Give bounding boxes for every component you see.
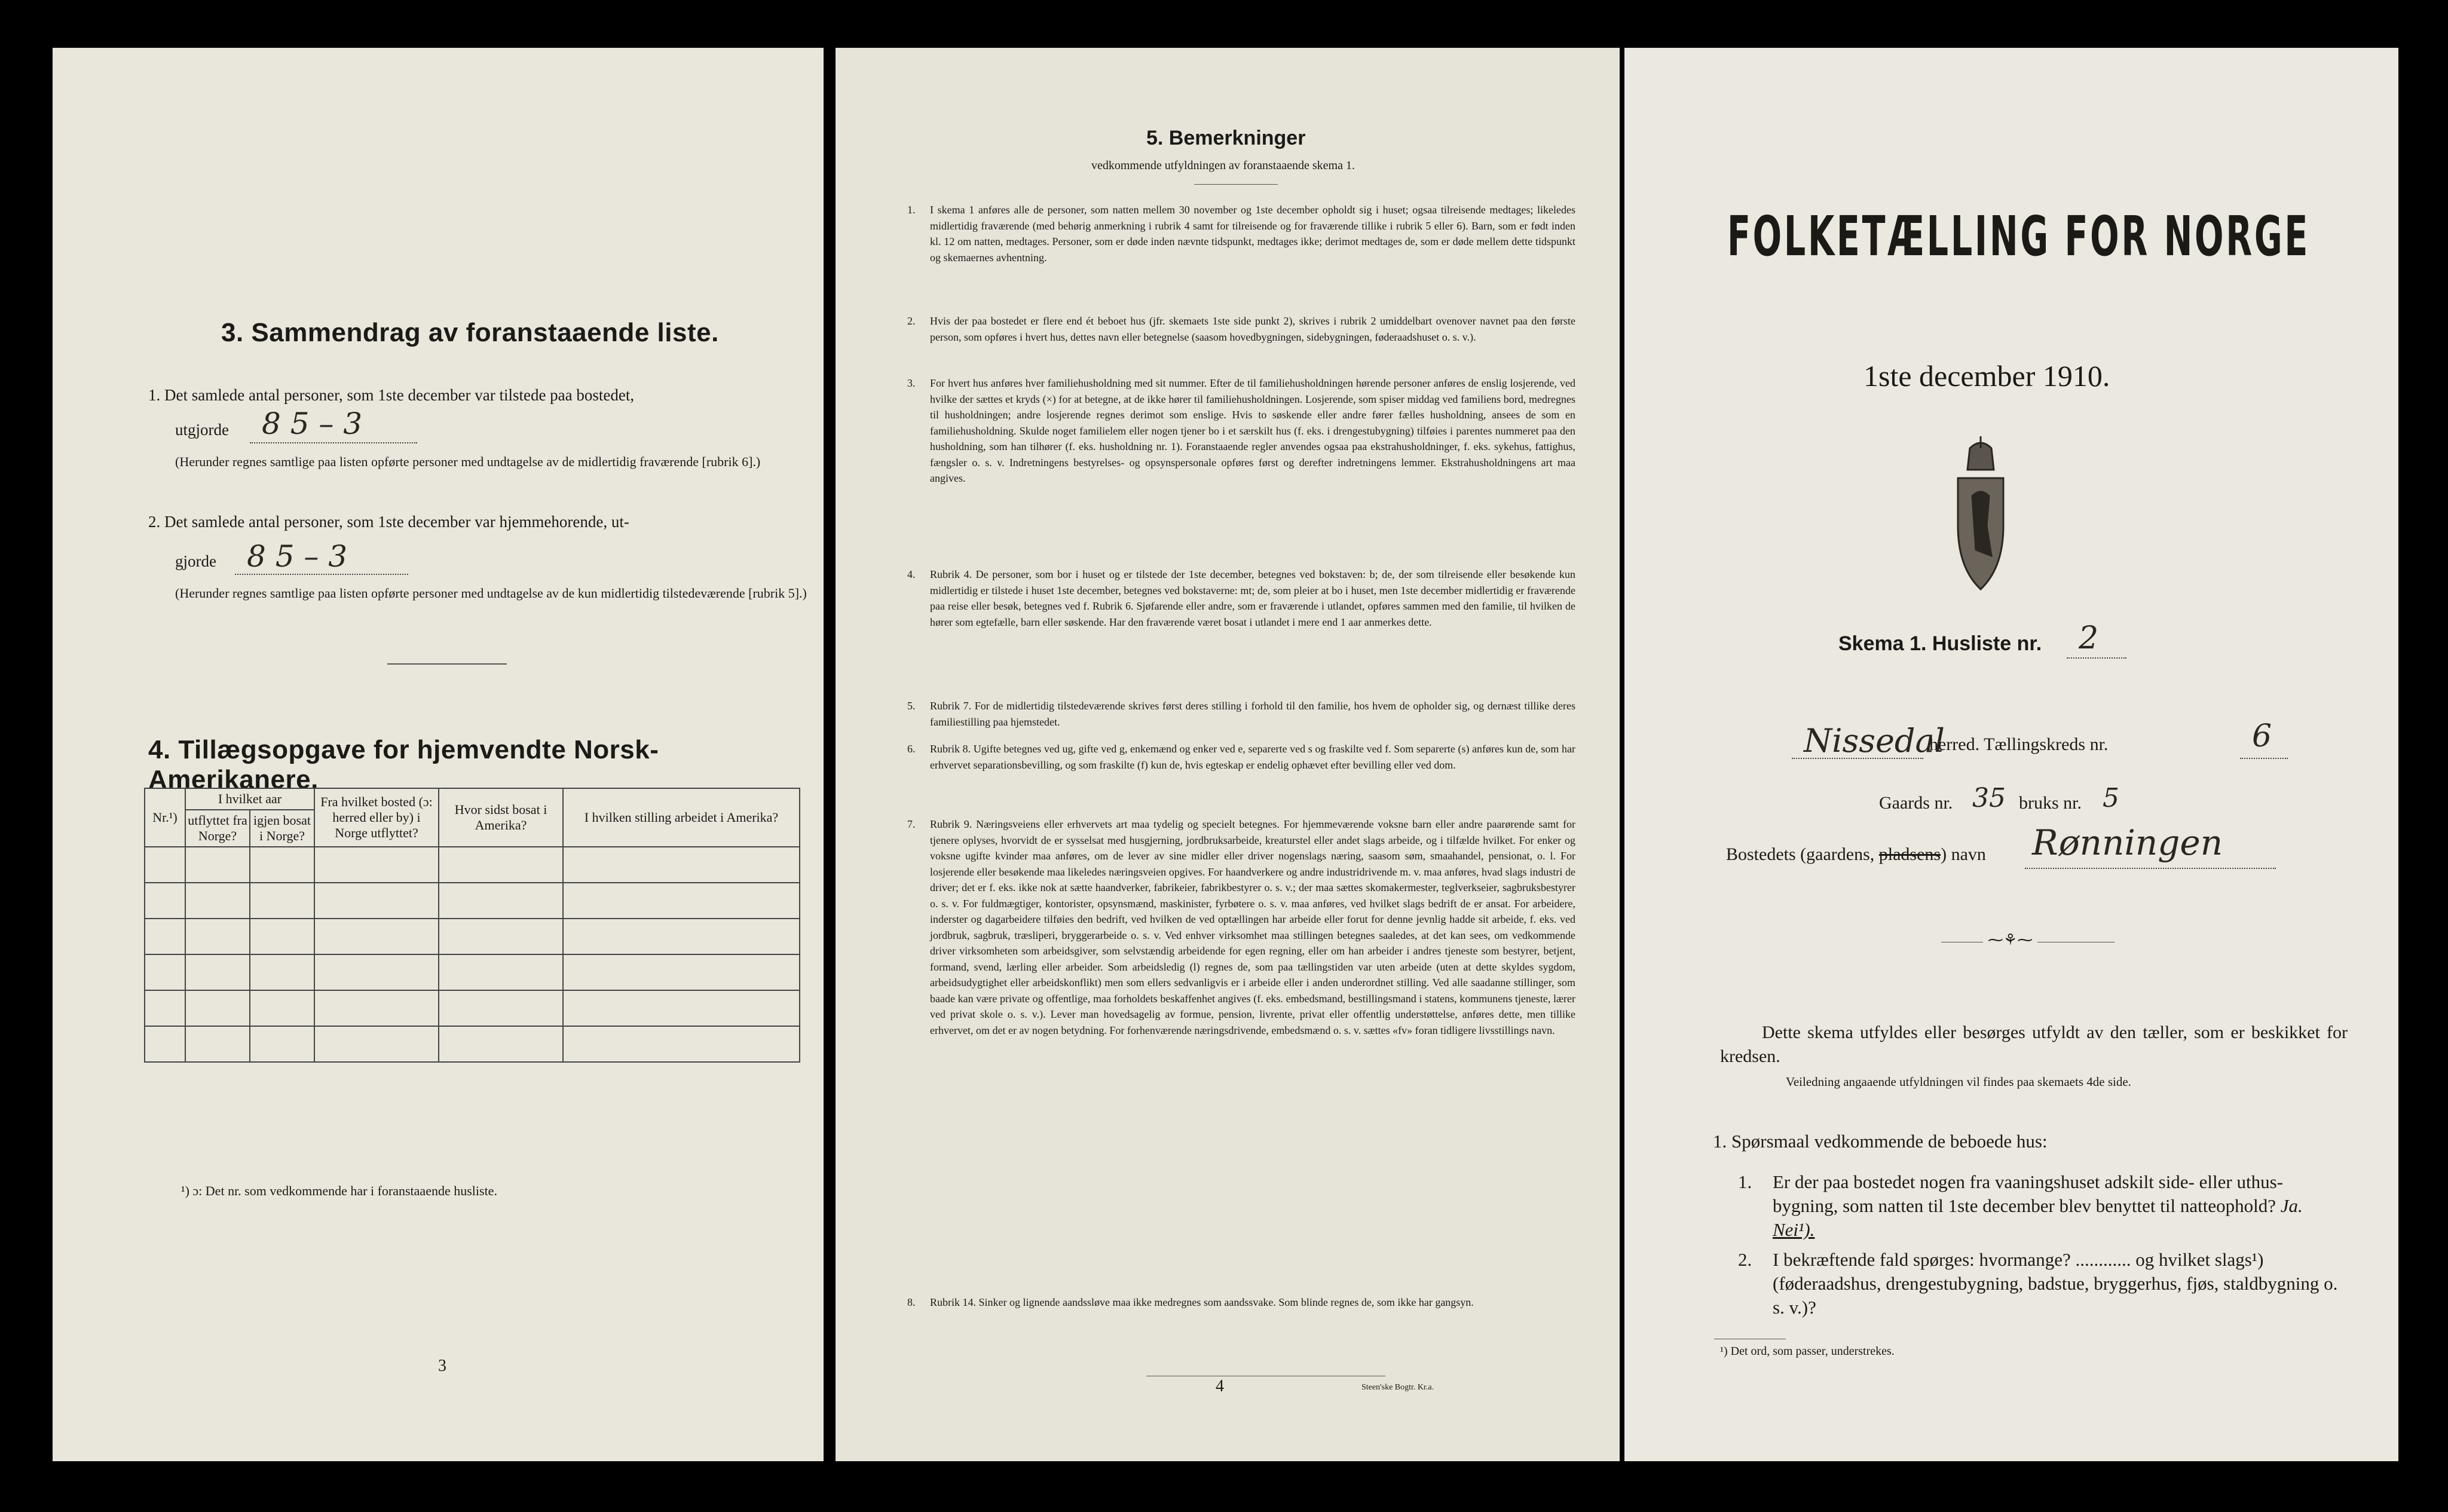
section3-item2-note: (Herunder regnes samtlige paa listen opførte personer med undtagelse av de kun midlertidig tilstedeværende [rubrik 5].) (175, 586, 807, 601)
middle-page (836, 48, 1620, 1461)
herred-label: herred. Tællingskreds nr. (1929, 734, 2109, 754)
col-nr: Nr.¹) (145, 788, 185, 847)
bosted-struck: pladsens (1878, 844, 1941, 864)
gaards-value: 35 (1972, 783, 2006, 813)
table-row (145, 990, 800, 1026)
section3-item1-label: utgjorde (175, 421, 229, 439)
remarks-title: 5. Bemerkninger (1146, 127, 1306, 149)
section3-item1: 1. Det samlede antal personer, som 1ste december var tilstede paa bostedet, (148, 386, 635, 404)
right-page (1624, 48, 2398, 1461)
remark-item-7: 7. Rubrik 9. Næringsveiens eller erhvervets art maa tydelig og specielt betegnes. For hjemmeværende voksne barn eller andre paarørende samt for tjenere oplyses, hvorvidt de er sysselsat med husgjerning, jordbruksarbeide, kreaturstel eller andet slags arbeide, og i tilfælde hvilket. For enker og voksne ugifte kvinder maa anføres, om de lever av sine midler eller driver nogenslags næring, saasom søm, smaahandel, pensionat, o. l. For losjerende eller besøkende maa likeledes næringsveien opgives. For haandverkere og andre industridrivende m. v. maa anføres, hvad slags industri de driver; det er f. eks. ikke nok at sætte haandverker, fabrikeier, fabrikbestyrer o. s. v.; der maa sættes skomakermester, teglverkseier, sagbruksbestyrer o. s. v. For fuldmægtiger, kontorister, opsynsmænd, maskinister, fyrbøtere o. s. v. maa anføres, ved hvilket slags bedrift de er ansat. For arbeidere, inderster og dagarbeidere tilføies den bedrift, ved hvilken de ved optællingen har arbeide eller forut for denne jevnlig hadde sit arbeide, f. eks. ved jordbruk, sagbruk, træsliperi, bryggerarbeide o. s. v. Ved enhver virksomhet maa stillingen betegnes saaledes, at det kan sees, om vedkommende driver virksomheten som arbeidsgiver, som selvstændig arbeidende for egen regning, eller om han arbeider i andres tjeneste som bestyrer, betjent, formand, svend, lærling eller arbeider. Som arbeidsledig (l) regnes de, som paa tællingstiden var uten arbeide (uten at dette skyldes sygdom, arbeidsudygtighet eller arbeidskonflikt) men som ellers sedvanligvis er i arbeide eller i anden underordnet stilling. Ved alle saadanne stillinger, som baade kan være private og offentlige, maa forholdets beskaffenhet angives (f. eks. embedsmand, bestillingsmand i statens, kommunens tjeneste, lærer ved privat skole o. s. v.). Lever man hovedsagelig av formue, pension, livrente, privat eller offentlig understøttelse, anføres dette, men tillike erhvervet, om det er av nogen betydning. For forhenværende næringsdrivende, embedsmænd o. s. v. sættes «fv» foran tidligere livsstillings navn. (907, 818, 1575, 1036)
section4-footnote: ¹) ɔ: Det nr. som vedkommende har i foranstaaende husliste. (181, 1183, 497, 1198)
schema-value: 2 (2079, 620, 2099, 656)
col-returned: igjen bosat i Norge? (250, 810, 314, 847)
table-row (145, 919, 800, 954)
item1-dotline (250, 442, 417, 443)
section4-table (144, 788, 800, 1063)
bosted-value: Rønningen (2032, 822, 2223, 863)
section3-title: 3. Sammendrag av foranstaaende liste. (221, 318, 719, 347)
remark-item-3: 3. For hvert hus anføres hver familiehusholdning med sit nummer. Efter de til familiehusholdningen hørende personer anføres de enslig losjerende, ved hvilke der sættes et kryds (×) for at betegne, at de ikke hører til familiehusholdningen. Losjerende, som spiser middag ved familiens bord, medregnes til husholdningen; andre losjerende regnes derimot som enslige. Hvis to søskende eller andre fører fælles husholdning, ansees de som en familiehusholdning. Skulde noget familielem eller nogen tjener bo i et særskilt hus (f. eks. i drengestubygning) tilføies i parentes nummeret paa den husholdning, som han tilhører (f. eks. husholdning nr. 1). Foranstaaende regler anvendes ogsaa paa ekstrahusholdninger, f. eks. sykehus, fattighus, fængsler o. s. v. Indretningens bestyrelses- og opsynspersonale opføres først og derefter indretningens lemmer. Ekstrahusholdningens art maa angives. (907, 377, 1575, 484)
schema-label: Skema 1. Husliste nr. (1838, 632, 2042, 655)
remark-item-5: 5. Rubrik 7. For de midlertidig tilstedeværende skrives først deres stilling i forhold til den familie, hos hvem de opholder sig, og dernæst tillike deres familiestilling paa hjemstedet. (907, 700, 1575, 728)
bruks-label: bruks nr. (2019, 793, 2082, 813)
table-row (145, 847, 800, 883)
question-1: 1. Er der paa bostedet nogen fra vaaningshuset adskilt side- eller uthus-bygning, som natten til 1ste december blev benyttet til natteophold? Ja. Nei¹). (1738, 1171, 2303, 1240)
coat-of-arms-icon (1952, 436, 2009, 593)
left-page (53, 48, 824, 1461)
remark-item-4: 4. Rubrik 4. De personer, som bor i huset og er tilstede der 1ste december, betegnes ved bokstaven: b; de, der som tilreisende eller besøkende kun midlertidig er tilstede i huset 1ste december, betegnes ved bokstaverne: mt; de, som pleier at bo i huset, men 1ste december midlertidig er fraværende paa reise eller besøk, betegnes ved f. Rubrik 6. Sjøfarende eller andre, som er fraværende i utlandet, opføres sammen med den familie, til hvilken de hører som egtefælle, barn eller søskende. Har den fraværende været bosat i utlandet i mere end 1 aar anmerkes dette. (907, 568, 1575, 628)
census-date: 1ste december 1910. (1863, 359, 2110, 393)
intro-note: Veiledning angaaende utfyldningen vil findes paa skemaets 4de side. (1786, 1075, 2131, 1089)
kreds-value: 6 (2252, 718, 2272, 754)
section3-item1-note: (Herunder regnes samtlige paa listen opførte personer med undtagelse av de midlertidig fraværende [rubrik 6].) (175, 454, 761, 469)
herred-value: Nissedal (1804, 722, 1945, 760)
section-divider (387, 663, 507, 665)
remarks-subtitle: vedkommende utfyldningen av foranstaaende skema 1. (1091, 159, 1355, 172)
col-year-group: I hvilket aar (185, 788, 314, 810)
remark-item-2: 2. Hvis der paa bostedet er flere end ét beboet hus (jfr. skemaets 1ste side punkt 2), skrives i rubrik 2 umiddelbart ovenover navnet paa den første person, som opføres i hvert hus, dettes navn eller betegnelse (saasom hovedbygningen, sidebygningen, føderaadshuset o. s. v.). (907, 315, 1575, 343)
bosted-dotline (2025, 868, 2276, 869)
intro-text: Dette skema utfyldes eller besørges utfyldt av den tæller, som er beskikket for kredsen. (1720, 1023, 2348, 1066)
remark-item-8: 8. Rubrik 14. Sinker og lignende aandssløve maa ikke medregnes som aandssvake. Som blinde regnes de, som ikke har gangsyn. (907, 1296, 1474, 1308)
gaards-label: Gaards nr. (1879, 793, 1953, 813)
col-from-where: Fra hvilket bosted (ɔ: herred eller by) i Norge utflyttet? (314, 788, 439, 847)
remarks-divider (1194, 184, 1278, 185)
schema-dotline (2067, 657, 2126, 659)
question-title: 1. Spørsmaal vedkommende de beboede hus: (1713, 1131, 2048, 1152)
bruks-value: 5 (2103, 783, 2119, 813)
col-position: I hvilken stilling arbeidet i Amerika? (563, 788, 800, 847)
remark-item-6: 6. Rubrik 8. Ugifte betegnes ved ug, gifte ved g, enkemænd og enker ved e, separerte ved s og fraskilte ved f. Som separerte (s) anføres kun de, som har erhvervet separationsbevilling, og som fraskilte (f) kun de, hvis egteskap er endelig ophævet efter bevilling eller ved dom. (907, 743, 1575, 771)
ornament-icon: ⁓⚘⁓ (1983, 931, 2037, 949)
right-footnote: ¹) Det ord, som passer, understrekes. (1720, 1345, 1895, 1358)
table-row (145, 1026, 800, 1062)
col-emigrated: utflyttet fra Norge? (185, 810, 250, 847)
section3-item1-value: 8 5 – 3 (262, 406, 363, 441)
table-row (145, 954, 800, 990)
section3-item2-label: gjorde (175, 552, 216, 570)
item2-dotline (235, 574, 408, 575)
section3-item2: 2. Det samlede antal personer, som 1ste december var hjemmehorende, ut- (148, 513, 629, 531)
herred-dotline (1792, 758, 1923, 759)
bosted-label: Bostedets (gaardens, pladsens) navn (1726, 844, 1986, 864)
kreds-dotline (2240, 758, 2288, 759)
section3-item2-value: 8 5 – 3 (247, 539, 348, 574)
question-2: 2. I bekræftende fald spørges: hvormange? ............ og hvilket slags¹) (føderaadshus, drengestubygning, badstue, bryggerhus, fjøs, staldbygning o. s. v.)? (1738, 1249, 2338, 1318)
remark-item-1: 1. I skema 1 anføres alle de personer, som natten mellem 30 november og 1ste december opholdt sig i huset; ogsaa tilreisende medtages; likeledes midlertidig fraværende (med behørig anmerkning i rubrik 4 samt for tilreisende og for fraværende tillike i rubrik 5 eller 6). Barn, som er født inden kl. 12 om natten, medtages. Personer, som er døde inden nævnte tidspunkt, medtages ikke; derimot medtages de, som er døde mellem dette tidspunkt og skemaernes avhentning. (907, 204, 1575, 264)
table-row (145, 883, 800, 919)
section4-title: 4. Tillægsopgave for hjemvendte Norsk-Amerikanere. (148, 735, 659, 794)
census-title: FOLKETÆLLING FOR NORGE (1727, 204, 2311, 268)
col-last-residence: Hvor sidst bosat i Amerika? (439, 788, 563, 847)
printer-mark: Steen'ske Bogtr. Kr.a. (1361, 1383, 1434, 1392)
page-number-left: 3 (438, 1357, 446, 1375)
page-number-mid: 4 (1216, 1377, 1224, 1395)
